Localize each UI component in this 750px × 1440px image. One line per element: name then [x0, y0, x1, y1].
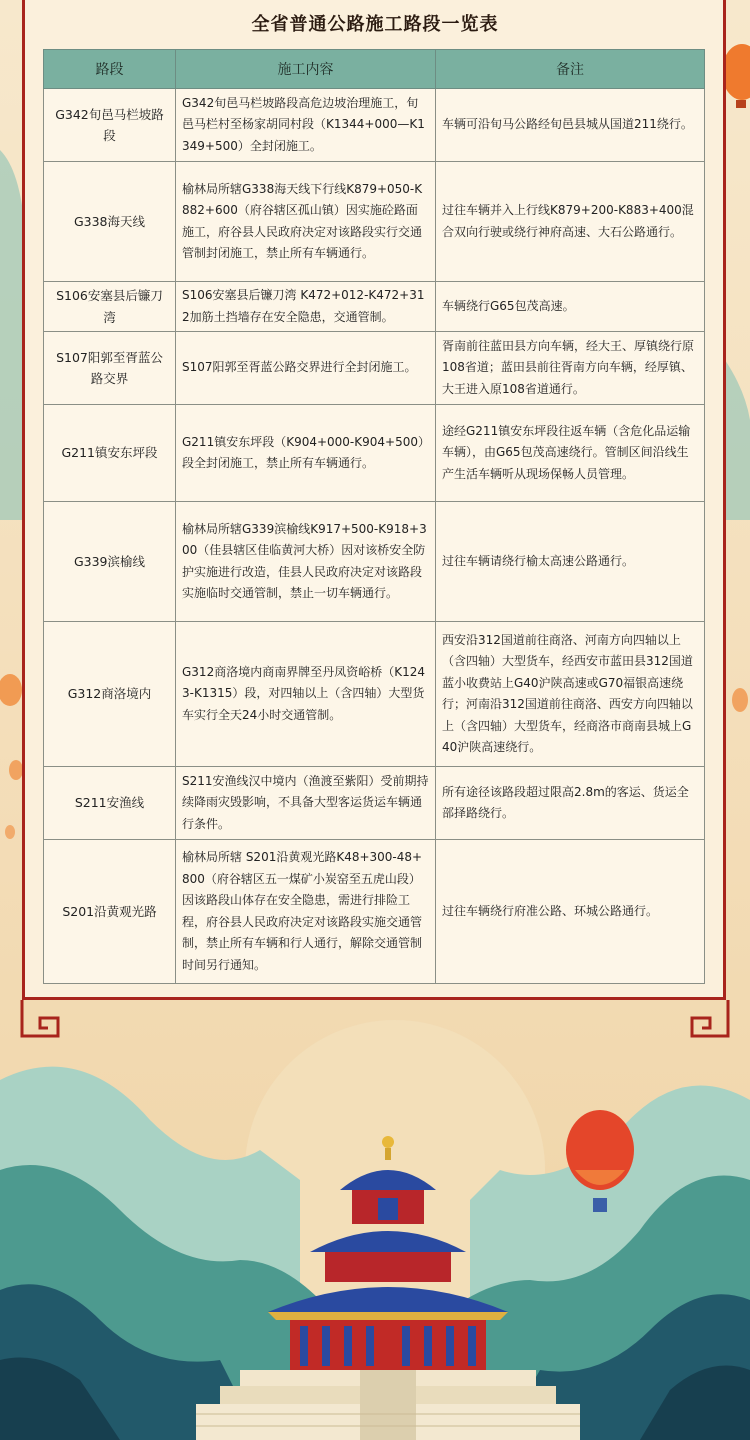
cell-content: G211镇安东坪段（K904+000-K904+500）段全封闭施工，禁止所有车辆通行。	[176, 405, 436, 502]
page-title: 全省普通公路施工路段一览表	[251, 14, 499, 35]
cell-note: 过往车辆绕行府准公路、环城公路通行。	[436, 840, 705, 984]
road-construction-table	[43, 49, 705, 984]
lantern-icon	[5, 825, 15, 839]
table-header-row	[44, 50, 705, 89]
hot-air-balloon-right-icon	[722, 44, 750, 108]
cell-content: 榆林局所辖G339滨榆线K917+500-K918+300（佳县辖区佳临黄河大桥）因对该桥安全防护实施进行改造，佳县人民政府决定对该路段实施临时交通管制，禁止一切车辆通行。	[176, 502, 436, 622]
cell-content: 榆林局所辖 S201沿黄观光路K48+300-48+800（府谷辖区五一煤矿小炭窑至五虎山段）因该路段山体存在安全隐患，需进行排险工程，府谷县人民政府决定对该路段实施交通管制，禁止所有车辆和行人通行，解除交通管制时间另行通知。	[176, 840, 436, 984]
cell-section: G211镇安东坪段	[44, 405, 176, 502]
table-row	[44, 502, 705, 622]
table-row	[44, 282, 705, 332]
cell-section: S106安塞县后镰刀湾	[44, 282, 176, 332]
cell-section: G339滨榆线	[44, 502, 176, 622]
table-row	[44, 162, 705, 282]
column-header-content: 施工内容	[176, 50, 436, 89]
lantern-icon	[732, 688, 748, 712]
cell-section: G338海天线	[44, 162, 176, 282]
cell-note: 胥南前往蓝田县方向车辆，经大王、厚镇绕行原108省道；蓝田县前往胥南方向车辆，经厚镇、大王进入原108省道通行。	[436, 332, 705, 405]
table-row	[44, 767, 705, 840]
table-row	[44, 840, 705, 984]
column-header-section: 路段	[44, 50, 176, 89]
cell-note: 西安沿312国道前往商洛、河南方向四轴以上（含四轴）大型货车，经西安市蓝田县312国道蓝小收费站上G40沪陕高速或G70福银高速绕行；河南沿312国道前往商洛、西安方向四轴以上（含四轴）大型货车，经商洛市商南县城上G40沪陕高速绕行。	[436, 622, 705, 767]
cell-content: G312商洛境内商南界牌至丹凤资峪桥（K1243-K1315）段，对四轴以上（含四轴）大型货车实行全天24小时交通管制。	[176, 622, 436, 767]
table-row	[44, 332, 705, 405]
frame-corner-ornament-left	[22, 1000, 58, 1036]
cell-content: G342旬邑马栏坡路段高危边坡治理施工，旬邑马栏村至杨家胡同村段（K1344+000—K1349+500）全封闭施工。	[176, 89, 436, 162]
cell-note: 所有途径该路段超过限高2.8m的客运、货运全部择路绕行。	[436, 767, 705, 840]
cell-section: G312商洛境内	[44, 622, 176, 767]
cell-section: S211安渔线	[44, 767, 176, 840]
frame-corner-ornament-right	[692, 1000, 728, 1036]
cell-content: S107阳郭至胥蓝公路交界进行全封闭施工。	[176, 332, 436, 405]
cell-note: 过往车辆并入上行线K879+200-K883+400混合双向行驶或绕行神府高速、大石公路通行。	[436, 162, 705, 282]
cell-content: S211安渔线汉中境内（渔渡至紫阳）受前期持续降雨灾毁影响，不具备大型客运货运车辆通行条件。	[176, 767, 436, 840]
cell-content: S106安塞县后镰刀湾 K472+012-K472+312加筋土挡墙存在安全隐患，交通管制。	[176, 282, 436, 332]
cell-note: 车辆绕行G65包茂高速。	[436, 282, 705, 332]
cell-note: 过往车辆请绕行榆太高速公路通行。	[436, 502, 705, 622]
table-row	[44, 622, 705, 767]
lantern-icon	[9, 760, 23, 780]
cell-content: 榆林局所辖G338海天线下行线K879+050-K882+600（府谷辖区孤山镇）因实施砼路面施工，府谷县人民政府决定对该路段实行交通管制封闭施工，禁止所有车辆通行。	[176, 162, 436, 282]
table-row	[44, 89, 705, 162]
cell-note: 车辆可沿旬马公路经旬邑县城从国道211绕行。	[436, 89, 705, 162]
cell-note: 途经G211镇安东坪段往返车辆（含危化品运输车辆），由G65包茂高速绕行。管制区间沿线生产生活车辆听从现场保畅人员管理。	[436, 405, 705, 502]
table-row	[44, 405, 705, 502]
cell-section: G342旬邑马栏坡路段	[44, 89, 176, 162]
lantern-icon	[0, 674, 22, 706]
cell-section: S107阳郭至胥蓝公路交界	[44, 332, 176, 405]
cell-section: S201沿黄观光路	[44, 840, 176, 984]
column-header-note: 备注	[436, 50, 705, 89]
